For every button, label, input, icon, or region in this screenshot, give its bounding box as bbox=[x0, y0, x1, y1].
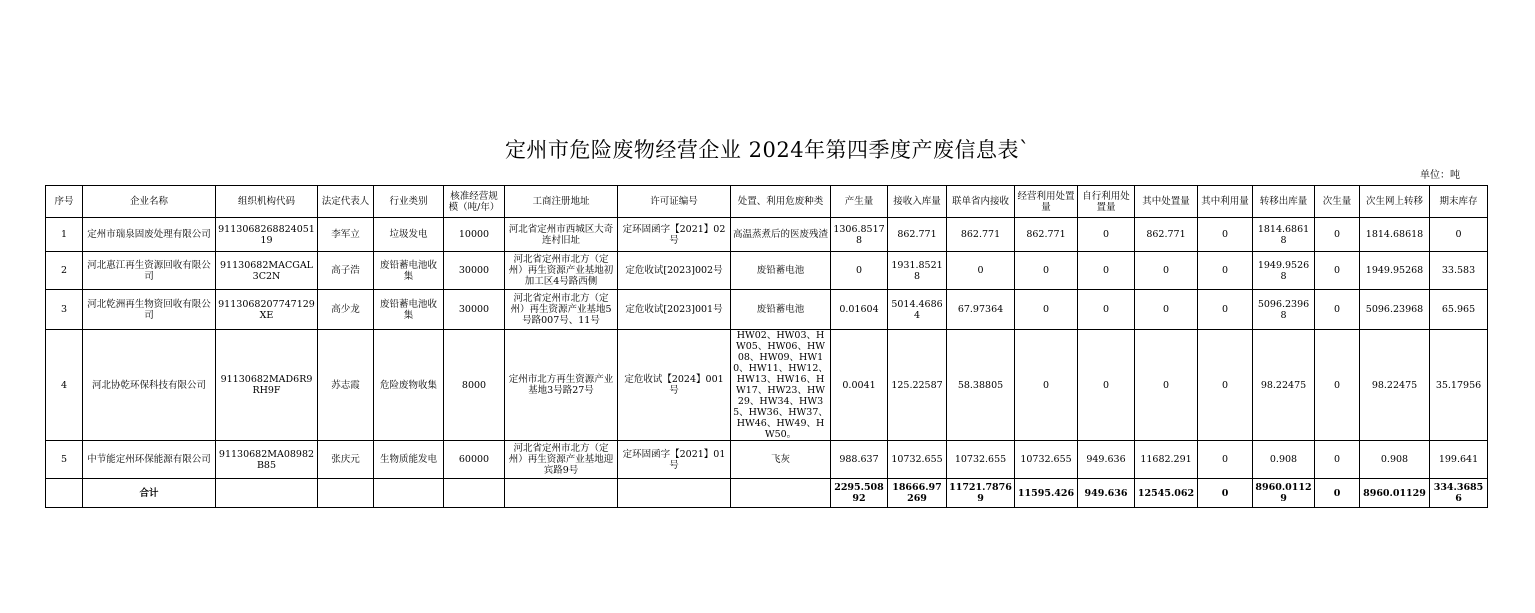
table-row bbox=[46, 252, 1488, 290]
cell-6: 定州市北方再生资源产业基地3号路27号 bbox=[505, 330, 618, 441]
cell-2: 91130682MA08982B85 bbox=[216, 441, 318, 479]
cell-18: 1814.68618 bbox=[1360, 218, 1430, 252]
page-title: 定州市危险废物经营企业 2024年第四季度产废信息表` bbox=[504, 138, 1031, 162]
cell-16: 8960.01129 bbox=[1253, 479, 1315, 508]
cell-10: 18666.97269 bbox=[888, 479, 947, 508]
cell-18: 次生网上转移 bbox=[1360, 186, 1430, 218]
table-row bbox=[46, 441, 1488, 479]
cell-16: 转移出库量 bbox=[1253, 186, 1315, 218]
cell-17: 0 bbox=[1315, 218, 1360, 252]
cell-14: 0 bbox=[1135, 290, 1198, 330]
cell-17: 0 bbox=[1315, 441, 1360, 479]
cell-1: 河北协乾环保科技有限公司 bbox=[83, 330, 216, 441]
cell-1: 河北惠江再生资源回收有限公司 bbox=[83, 252, 216, 290]
cell-15: 0 bbox=[1198, 479, 1253, 508]
cell-3 bbox=[318, 479, 374, 508]
cell-12: 10732.655 bbox=[1015, 441, 1078, 479]
cell-1: 定州市瑞泉固废处理有限公司 bbox=[83, 218, 216, 252]
cell-11: 58.38805 bbox=[947, 330, 1015, 441]
cell-6: 河北省定州市北方（定州）再生资源产业基地迎宾路9号 bbox=[505, 441, 618, 479]
cell-19: 199.641 bbox=[1430, 441, 1488, 479]
cell-10: 接收入库量 bbox=[888, 186, 947, 218]
cell-17: 0 bbox=[1315, 290, 1360, 330]
cell-13: 0 bbox=[1078, 290, 1135, 330]
cell-8 bbox=[731, 479, 831, 508]
cell-9: 0.01604 bbox=[831, 290, 888, 330]
cell-9: 0.0041 bbox=[831, 330, 888, 441]
cell-0 bbox=[46, 479, 83, 508]
cell-7: 定环固函字【2021】02号 bbox=[618, 218, 731, 252]
cell-12: 0 bbox=[1015, 252, 1078, 290]
cell-6 bbox=[505, 479, 618, 508]
cell-9: 1306.85178 bbox=[831, 218, 888, 252]
cell-8: 飞灰 bbox=[731, 441, 831, 479]
cell-13: 0 bbox=[1078, 252, 1135, 290]
cell-15: 0 bbox=[1198, 218, 1253, 252]
cell-3: 高子浩 bbox=[318, 252, 374, 290]
cell-15: 其中利用量 bbox=[1198, 186, 1253, 218]
cell-13: 949.636 bbox=[1078, 479, 1135, 508]
cell-17: 0 bbox=[1315, 252, 1360, 290]
cell-7: 定环固函字【2021】01号 bbox=[618, 441, 731, 479]
cell-4: 危险废物收集 bbox=[374, 330, 444, 441]
cell-16: 1814.68618 bbox=[1253, 218, 1315, 252]
cell-17: 0 bbox=[1315, 479, 1360, 508]
cell-8: 废铅蓄电池 bbox=[731, 290, 831, 330]
cell-7: 定危收试[2023]001号 bbox=[618, 290, 731, 330]
cell-8: 废铅蓄电池 bbox=[731, 252, 831, 290]
cell-2: 91130682MACGAL3C2N bbox=[216, 252, 318, 290]
cell-17: 次生量 bbox=[1315, 186, 1360, 218]
cell-1: 中节能定州环保能源有限公司 bbox=[83, 441, 216, 479]
cell-15: 0 bbox=[1198, 290, 1253, 330]
cell-5: 8000 bbox=[444, 330, 505, 441]
cell-19: 期末库存 bbox=[1430, 186, 1488, 218]
cell-12: 11595.426 bbox=[1015, 479, 1078, 508]
cell-18: 0.908 bbox=[1360, 441, 1430, 479]
cell-9: 988.637 bbox=[831, 441, 888, 479]
cell-0: 1 bbox=[46, 218, 83, 252]
cell-18: 1949.95268 bbox=[1360, 252, 1430, 290]
cell-2: 91130682688240511​9 bbox=[216, 218, 318, 252]
cell-3: 法定代表人 bbox=[318, 186, 374, 218]
cell-19: 65.965 bbox=[1430, 290, 1488, 330]
cell-16: 5096.23968 bbox=[1253, 290, 1315, 330]
cell-19: 0 bbox=[1430, 218, 1488, 252]
cell-6: 工商注册地址 bbox=[505, 186, 618, 218]
cell-6: 河北省定州市北方（定州）再生资源产业基地初加工区4号路西侧 bbox=[505, 252, 618, 290]
cell-14: 11682.291 bbox=[1135, 441, 1198, 479]
cell-16: 98.22475 bbox=[1253, 330, 1315, 441]
cell-11: 0 bbox=[947, 252, 1015, 290]
waste-info-table bbox=[45, 185, 1488, 508]
table-row bbox=[46, 330, 1488, 441]
cell-4: 废铅蓄电池收集 bbox=[374, 252, 444, 290]
cell-18: 5096.23968 bbox=[1360, 290, 1430, 330]
cell-2: 91130682077471​29XE bbox=[216, 290, 318, 330]
cell-10: 125.22587 bbox=[888, 330, 947, 441]
cell-4 bbox=[374, 479, 444, 508]
cell-3: 李军立 bbox=[318, 218, 374, 252]
cell-5: 10000 bbox=[444, 218, 505, 252]
cell-14: 0 bbox=[1135, 252, 1198, 290]
cell-10: 5014.46864 bbox=[888, 290, 947, 330]
cell-4: 生物质能发电 bbox=[374, 441, 444, 479]
cell-16: 0.908 bbox=[1253, 441, 1315, 479]
cell-12: 862.771 bbox=[1015, 218, 1078, 252]
cell-3: 高少龙 bbox=[318, 290, 374, 330]
cell-8: 高温蒸煮后的医废残渣 bbox=[731, 218, 831, 252]
cell-0: 序号 bbox=[46, 186, 83, 218]
cell-14: 862.771 bbox=[1135, 218, 1198, 252]
cell-7: 定危收试【2024】001号 bbox=[618, 330, 731, 441]
cell-2: 91130682MAD6R9RH9F bbox=[216, 330, 318, 441]
cell-0: 5 bbox=[46, 441, 83, 479]
cell-13: 949.636 bbox=[1078, 441, 1135, 479]
cell-5 bbox=[444, 479, 505, 508]
header-row bbox=[46, 186, 1488, 218]
cell-4: 废铅蓄电池收集 bbox=[374, 290, 444, 330]
cell-3: 张庆元 bbox=[318, 441, 374, 479]
cell-15: 0 bbox=[1198, 441, 1253, 479]
cell-14: 其中处置量 bbox=[1135, 186, 1198, 218]
cell-1: 合计 bbox=[83, 479, 216, 508]
cell-15: 0 bbox=[1198, 252, 1253, 290]
cell-19: 33.583 bbox=[1430, 252, 1488, 290]
cell-6: 河北省定州市西城区大奇连村旧址 bbox=[505, 218, 618, 252]
cell-18: 98.22475 bbox=[1360, 330, 1430, 441]
cell-3: 苏志霞 bbox=[318, 330, 374, 441]
cell-7: 定危收试[2023]002号 bbox=[618, 252, 731, 290]
cell-12: 经营利用处置量 bbox=[1015, 186, 1078, 218]
cell-0: 4 bbox=[46, 330, 83, 441]
cell-5: 30000 bbox=[444, 290, 505, 330]
cell-8: HW02、HW03、HW05、HW06、HW08、HW09、HW10、HW11、HW12、HW13、HW16、HW17、HW23、HW29、HW34、HW35、HW36、HW37、HW46、HW49、HW50。 bbox=[731, 330, 831, 441]
cell-19: 334.36856 bbox=[1430, 479, 1488, 508]
cell-4: 行业类别 bbox=[374, 186, 444, 218]
cell-11: 10732.655 bbox=[947, 441, 1015, 479]
cell-11: 11721.78769 bbox=[947, 479, 1015, 508]
cell-5: 30000 bbox=[444, 252, 505, 290]
cell-10: 1931.85218 bbox=[888, 252, 947, 290]
cell-11: 862.771 bbox=[947, 218, 1015, 252]
cell-15: 0 bbox=[1198, 330, 1253, 441]
cell-10: 862.771 bbox=[888, 218, 947, 252]
cell-11: 联单省内接收 bbox=[947, 186, 1015, 218]
unit-label: 单位：吨 bbox=[1420, 170, 1460, 181]
table-row bbox=[46, 290, 1488, 330]
cell-19: 35.17956 bbox=[1430, 330, 1488, 441]
cell-0: 2 bbox=[46, 252, 83, 290]
cell-2 bbox=[216, 479, 318, 508]
cell-9: 0 bbox=[831, 252, 888, 290]
cell-8: 处置、利用危废种类 bbox=[731, 186, 831, 218]
cell-9: 2295.50892 bbox=[831, 479, 888, 508]
cell-11: 67.97364 bbox=[947, 290, 1015, 330]
cell-12: 0 bbox=[1015, 290, 1078, 330]
cell-9: 产生量 bbox=[831, 186, 888, 218]
cell-18: 8960.01129 bbox=[1360, 479, 1430, 508]
cell-17: 0 bbox=[1315, 330, 1360, 441]
cell-7 bbox=[618, 479, 731, 508]
cell-7: 许可证编号 bbox=[618, 186, 731, 218]
cell-12: 0 bbox=[1015, 330, 1078, 441]
cell-14: 0 bbox=[1135, 330, 1198, 441]
cell-2: 组织机构代码 bbox=[216, 186, 318, 218]
table-row bbox=[46, 218, 1488, 252]
cell-4: 垃圾发电 bbox=[374, 218, 444, 252]
cell-13: 0 bbox=[1078, 218, 1135, 252]
cell-14: 12545.062 bbox=[1135, 479, 1198, 508]
cell-10: 10732.655 bbox=[888, 441, 947, 479]
cell-13: 0 bbox=[1078, 330, 1135, 441]
cell-16: 1949.95268 bbox=[1253, 252, 1315, 290]
cell-0: 3 bbox=[46, 290, 83, 330]
cell-5: 60000 bbox=[444, 441, 505, 479]
cell-1: 企业名称 bbox=[83, 186, 216, 218]
cell-5: 核准经营规模（吨/年） bbox=[444, 186, 505, 218]
cell-1: 河北乾洲再生物资回收有限公司 bbox=[83, 290, 216, 330]
total-row bbox=[46, 479, 1488, 508]
cell-13: 自行利用处置量 bbox=[1078, 186, 1135, 218]
cell-6: 河北省定州市北方（定州）再生资源产业基地5号路007号、11号 bbox=[505, 290, 618, 330]
